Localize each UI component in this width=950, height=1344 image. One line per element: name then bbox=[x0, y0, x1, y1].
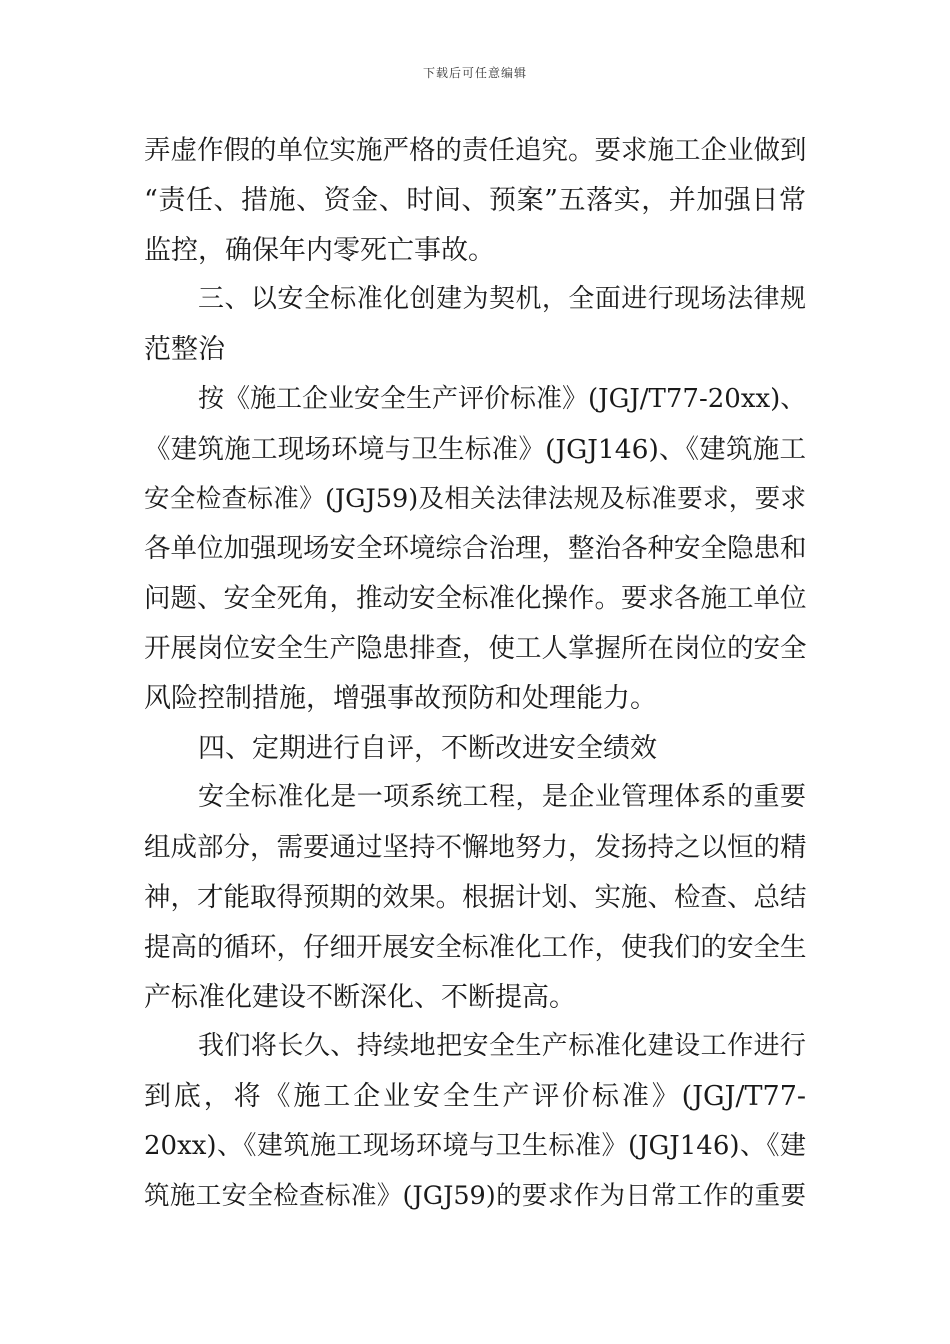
document-body bbox=[144, 126, 806, 1222]
text-line: 《建筑施工现场环境与卫生标准》(JGJ146)、《建筑施工 bbox=[144, 433, 806, 465]
page-header: 下载后可任意编辑 bbox=[422, 66, 527, 80]
text-line: 问题、安全死角，推动安全标准化操作。要求各施工单位 bbox=[144, 583, 807, 615]
text-line: 到底，将《施工企业安全生产评价标准》(JGJ/T77- bbox=[144, 1081, 806, 1113]
text-line: 开展岗位安全生产隐患排查，使工人掌握所在岗位的安全 bbox=[144, 632, 807, 664]
section-heading-4: 四、定期进行自评，不断改进安全绩效 bbox=[198, 732, 657, 764]
text-line: 各单位加强现场安全环境综合治理，整治各种安全隐患和 bbox=[144, 533, 807, 565]
text-line: 弄虚作假的单位实施严格的责任追究。要求施工企业做到 bbox=[144, 135, 807, 166]
text-line: 组成部分，需要通过坚持不懈地努力，发扬持之以恒的精 bbox=[144, 832, 807, 864]
text-line: 提高的循环，仔细开展安全标准化工作，使我们的安全生 bbox=[144, 931, 807, 963]
section-heading-3-cont: 范整治 bbox=[144, 334, 225, 366]
text-line: 我们将长久、持续地把安全生产标准化建设工作进行 bbox=[198, 1031, 806, 1062]
text-line: 安全标准化是一项系统工程，是企业管理体系的重要 bbox=[198, 782, 806, 813]
text-line: 神，才能取得预期的效果。根据计划、实施、检查、总结 bbox=[144, 881, 807, 913]
text-line: 20xx)、《建筑施工现场环境与卫生标准》(JGJ146)、《建 bbox=[144, 1130, 806, 1161]
text-line: 按《施工企业安全生产评价标准》(JGJ/T77-20xx)、 bbox=[198, 383, 807, 414]
text-line: 风险控制措施，增强事故预防和处理能力。 bbox=[144, 682, 657, 714]
section-heading-3: 三、以安全标准化创建为契机，全面进行现场法律规 bbox=[198, 284, 806, 315]
text-line: 监控，确保年内零死亡事故。 bbox=[144, 234, 495, 266]
text-line: 安全检查标准》(JGJ59)及相关法律法规及标准要求，要求 bbox=[144, 483, 806, 514]
text-line: 产标准化建设不断深化、不断提高。 bbox=[144, 981, 576, 1013]
text-line: “责任、措施、资金、时间、预案”五落实，并加强日常 bbox=[144, 184, 806, 216]
text-line: 筑施工安全检查标准》(JGJ59)的要求作为日常工作的重要 bbox=[144, 1180, 806, 1211]
